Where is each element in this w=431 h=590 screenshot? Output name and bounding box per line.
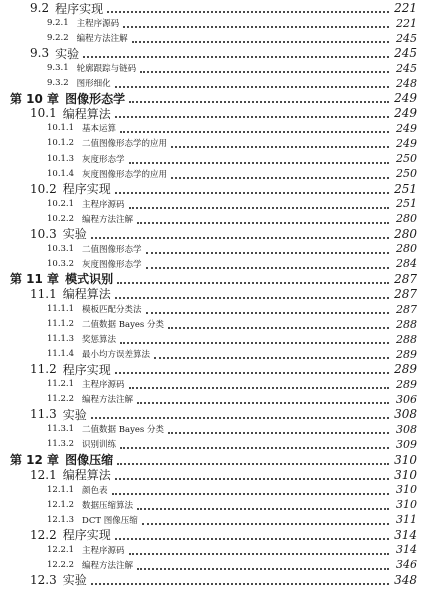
toc-entry-number: 11.2.2 [47, 394, 75, 405]
toc-entry-number: 10.1.3 [47, 153, 75, 164]
toc-entry-number: 10.2 [30, 181, 57, 196]
toc-entry-title: 实验 [55, 46, 80, 61]
toc-entry-number: 第 11 章 [10, 272, 60, 287]
toc-entry-number: 10.3.2 [47, 258, 75, 269]
toc-entry-page: 289 [396, 347, 417, 361]
toc-entry-page: 280 [396, 242, 417, 256]
toc-entry-title: 编程方法注解 [82, 560, 134, 571]
toc-entry-page: 310 [394, 467, 417, 482]
toc-entry-number: 12.2.2 [47, 559, 75, 570]
toc-entry-page: 314 [394, 527, 417, 542]
toc-entry-number: 10.3 [30, 226, 57, 241]
toc-entry-title: 编程方法注解 [82, 395, 134, 406]
toc-entry-page: 287 [394, 271, 417, 286]
toc-entry-page: 306 [396, 392, 417, 406]
toc-entry-title: 主程序源码 [82, 545, 125, 556]
toc-entry-number: 10.3.1 [47, 243, 75, 254]
toc-entry-number: 10.1 [30, 106, 57, 121]
toc-entry-page: 289 [396, 377, 417, 391]
toc-entry-page: 248 [396, 76, 417, 90]
toc-entry-title: 编程方法注解 [76, 34, 128, 45]
toc-entry-page: 308 [394, 407, 417, 422]
toc-entry-title: 二值数据 Bayes 分类 [82, 320, 164, 331]
toc-entry-number: 12.2.1 [47, 544, 75, 555]
toc-entry-number: 11.1.1 [47, 304, 75, 314]
toc-entry-number: 11.1.3 [47, 334, 75, 345]
toc-entry-page: 346 [396, 558, 417, 572]
toc-entry-title: 颜色表 [82, 485, 108, 496]
toc-entry-number: 10.1.4 [47, 168, 75, 179]
toc-entry-title: 实验 [62, 407, 87, 422]
toc-entry-number: 9.2.2 [47, 33, 69, 44]
toc-entry-page: 221 [394, 1, 417, 15]
toc-entry-title: 灰度形态学 [82, 154, 125, 165]
toc-entry-number: 11.3 [30, 407, 57, 422]
toc-entry-page: 309 [396, 437, 417, 451]
toc-entry-page: 287 [396, 302, 417, 316]
toc-entry-number: 10.2.2 [47, 213, 75, 224]
toc-entry-page: 245 [396, 61, 417, 75]
toc-entry-title: 主程序源码 [82, 199, 125, 210]
toc-entry-page: 280 [394, 226, 417, 241]
toc-section-entry [0, 570, 431, 590]
toc-entry-page: 310 [396, 498, 417, 512]
toc-entry-title: 主程序源码 [82, 380, 125, 391]
toc-entry-number: 9.2.1 [47, 18, 69, 29]
toc-entry-page: 310 [394, 452, 417, 467]
toc-entry-page: 308 [396, 422, 417, 436]
toc-entry-title: 编程算法 [62, 287, 111, 302]
toc-entry-title: 程序实现 [62, 362, 111, 377]
toc-entry-number: 12.1.1 [47, 484, 75, 495]
toc-entry-title: 编程方法注解 [82, 214, 134, 225]
toc-entry-page: 310 [396, 483, 417, 497]
toc-entry-page: 245 [396, 31, 417, 45]
toc-entry-number: 9.3.1 [47, 63, 69, 74]
toc-entry-page: 288 [396, 332, 417, 346]
toc-entry-page: 314 [396, 543, 417, 557]
toc-entry-number: 12.1 [30, 467, 57, 482]
toc-entry-title: 二值数据 Bayes 分类 [82, 425, 164, 436]
toc-entry-number: 10.1.1 [47, 123, 75, 134]
toc-entry-number: 12.3 [30, 572, 57, 587]
toc-entry-number: 9.2 [30, 1, 50, 15]
toc-entry-page: 249 [396, 136, 417, 150]
toc-entry-title: 基本运算 [82, 124, 117, 135]
toc-entry-title: 最小均方误差算法 [82, 350, 151, 361]
toc-entry-page: 251 [394, 181, 417, 196]
toc-entry-number: 12.2 [30, 527, 57, 542]
toc-entry-title: 灰度图像形态学 [82, 259, 142, 270]
toc-entry-number: 11.1.4 [47, 349, 75, 360]
toc-entry-title: 模板匹配分类法 [82, 305, 142, 315]
toc-entry-page: 348 [394, 572, 417, 587]
toc-entry-title: 实验 [62, 573, 87, 588]
toc-entry-title: 图形细化 [76, 79, 111, 90]
toc-entry-number: 第 10 章 [10, 91, 60, 106]
toc-entry-title: 图像压缩 [65, 453, 114, 467]
toc-entry-page: 288 [396, 317, 417, 331]
toc-entry-title: 模式识别 [65, 272, 114, 287]
toc-entry-title: 编程算法 [62, 106, 111, 121]
dot-leader [91, 583, 389, 585]
toc-entry-number: 12.1.3 [47, 514, 75, 525]
toc-entry-page: 280 [396, 212, 417, 226]
toc-entry-title: 数据压缩算法 [82, 500, 134, 511]
toc-entry-title: 程序实现 [55, 1, 104, 16]
toc-entry-number: 第 12 章 [10, 453, 60, 467]
toc-entry-title: 识别训练 [82, 440, 117, 451]
toc-entry-page: 289 [394, 362, 417, 377]
toc-entry-page: 221 [396, 16, 417, 30]
toc-entry-number: 9.3.2 [47, 78, 69, 89]
toc-entry-number: 12.1.2 [47, 499, 75, 510]
toc-entry-title: 实验 [62, 227, 87, 242]
toc-entry-page: 250 [396, 152, 417, 165]
toc-entry-page: 251 [396, 197, 417, 211]
toc-entry-number: 10.2.1 [47, 198, 75, 209]
toc-entry-title: 灰度图像形态学的应用 [82, 169, 168, 180]
toc-entry-page: 311 [396, 513, 417, 527]
toc-entry-page: 287 [394, 286, 417, 301]
toc-entry-number: 10.1.2 [47, 138, 75, 149]
toc-entry-number: 11.3.2 [47, 439, 75, 450]
toc-entry-title: 奖惩算法 [82, 335, 117, 346]
toc-entry-page: 250 [396, 167, 417, 181]
toc-entry-number: 9.3 [30, 46, 50, 61]
toc-entry-page: 249 [394, 106, 417, 121]
toc-entry-title: 编程算法 [62, 468, 111, 483]
toc-entry-number: 11.1 [30, 286, 57, 301]
toc-entry-number: 11.2 [30, 362, 57, 377]
toc-entry-title: 图像形态学 [65, 91, 126, 106]
toc-entry-page: 249 [396, 121, 417, 135]
toc-entry-title: DCT 图像压缩 [82, 515, 138, 526]
toc-entry-page: 284 [396, 257, 417, 271]
toc-entry-number: 11.1.2 [47, 319, 75, 330]
toc-entry-title: 二值图像形态学 [82, 244, 142, 255]
toc-entry-page: 249 [394, 91, 417, 106]
toc-entry-title: 程序实现 [62, 528, 111, 543]
toc-entry-title: 轮廓跟踪与链码 [76, 64, 137, 75]
toc-entry-title: 二值图像形态学的应用 [82, 139, 168, 150]
toc-entry-page: 245 [394, 46, 417, 61]
toc-entry-number: 11.2.1 [47, 379, 75, 390]
toc-entry-title: 程序实现 [62, 182, 111, 197]
toc-entry-number: 11.3.1 [47, 424, 75, 435]
toc-entry-title: 主程序源码 [76, 19, 120, 30]
